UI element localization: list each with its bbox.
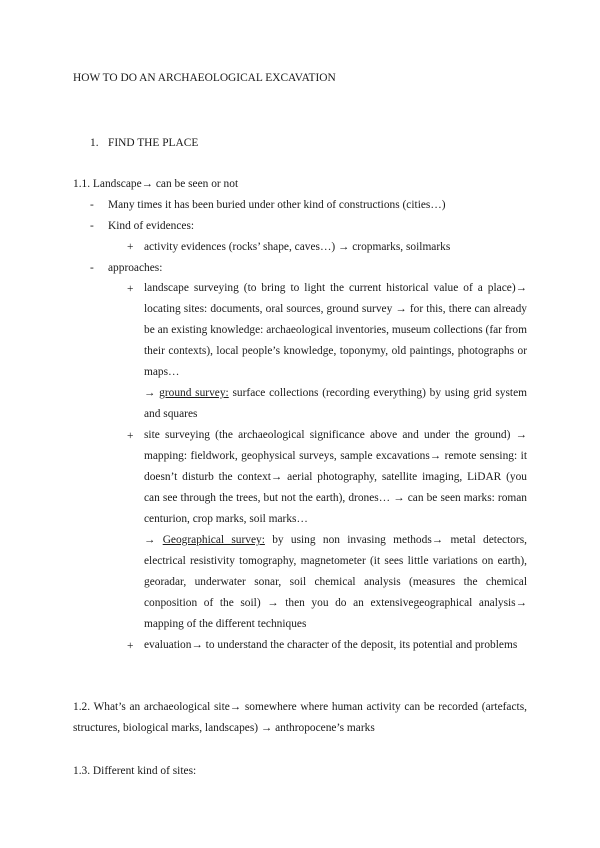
plus-bullet: +: [127, 283, 134, 295]
approach-evaluation: evaluation→ to understand the character of the deposit, its potential and problems: [144, 639, 518, 651]
subsection-heading-landscape: 1.1. Landscape→ can be seen or not: [73, 178, 239, 190]
section-number: 1.: [90, 137, 99, 149]
sub-bullet-activity-evidences: activity evidences (rocks’ shape, caves…) → cropmarks, soilmarks: [144, 241, 451, 253]
approach-ground-survey: [144, 383, 527, 425]
term-ground-survey: ground survey:: [159, 387, 229, 399]
arrow-symbol: →: [144, 534, 156, 546]
subsection-archaeological-site: 1.2. What’s an archaeological site→ somewhere where human activity can be recorded (artefacts, structures, biological marks, landscapes) → anthropocene’s marks: [73, 701, 527, 734]
approach-landscape-surveying: landscape surveying (to bring to light the current historical value of a place)→ locating sites: documents, oral sources, ground survey → for this, there can already be an existing knowledge: archaeological inventories, museum collections (far from their contexts), local people’s knowledge, toponymy, old paintings, photographs or maps…: [144, 282, 527, 378]
dash-bullet: -: [90, 199, 94, 211]
dash-bullet: -: [90, 262, 94, 274]
document-title: HOW TO DO AN ARCHAEOLOGICAL EXCAVATION: [73, 72, 336, 84]
plus-bullet: +: [127, 640, 134, 652]
plus-bullet: +: [127, 430, 134, 442]
approach-geographical-survey: [144, 530, 527, 635]
subsection-heading-kinds-of-sites: 1.3. Different kind of sites:: [73, 765, 197, 777]
term-geographical-survey: Geographical survey:: [162, 534, 265, 546]
ground-survey-description: surface collections (recording everything) by using grid system and squares: [144, 387, 527, 420]
section-heading: FIND THE PLACE: [108, 137, 199, 149]
bullet-text-approaches: approaches:: [108, 262, 163, 274]
bullet-text-evidences: Kind of evidences:: [108, 220, 195, 232]
plus-bullet: +: [127, 241, 134, 253]
arrow-symbol: →: [144, 387, 156, 399]
geographical-survey-description: by using non invasing methods→ metal detectors, electrical resistivity tomography, magnetometer (it sees little variations on earth), georadar, underwater sonar, soil chemical analysis (measures the chemical conposition of the soil) → then you do an extensivegeographical analysis→ mapping of the different techniques: [144, 534, 527, 630]
dash-bullet: -: [90, 220, 94, 232]
approach-site-surveying: site surveying (the archaeological significance above and under the ground) → mapping: fieldwork, geophysical surveys, sample excavations→ remote sensing: it doesn’t disturb the context→ aerial photography, satellite imaging, LiDAR (you can see through the trees, but not the earth), drones… → can be seen marks: roman centurion, crop marks, soil marks…: [144, 429, 527, 525]
bullet-text-buried: Many times it has been buried under other kind of constructions (cities…): [108, 199, 446, 211]
